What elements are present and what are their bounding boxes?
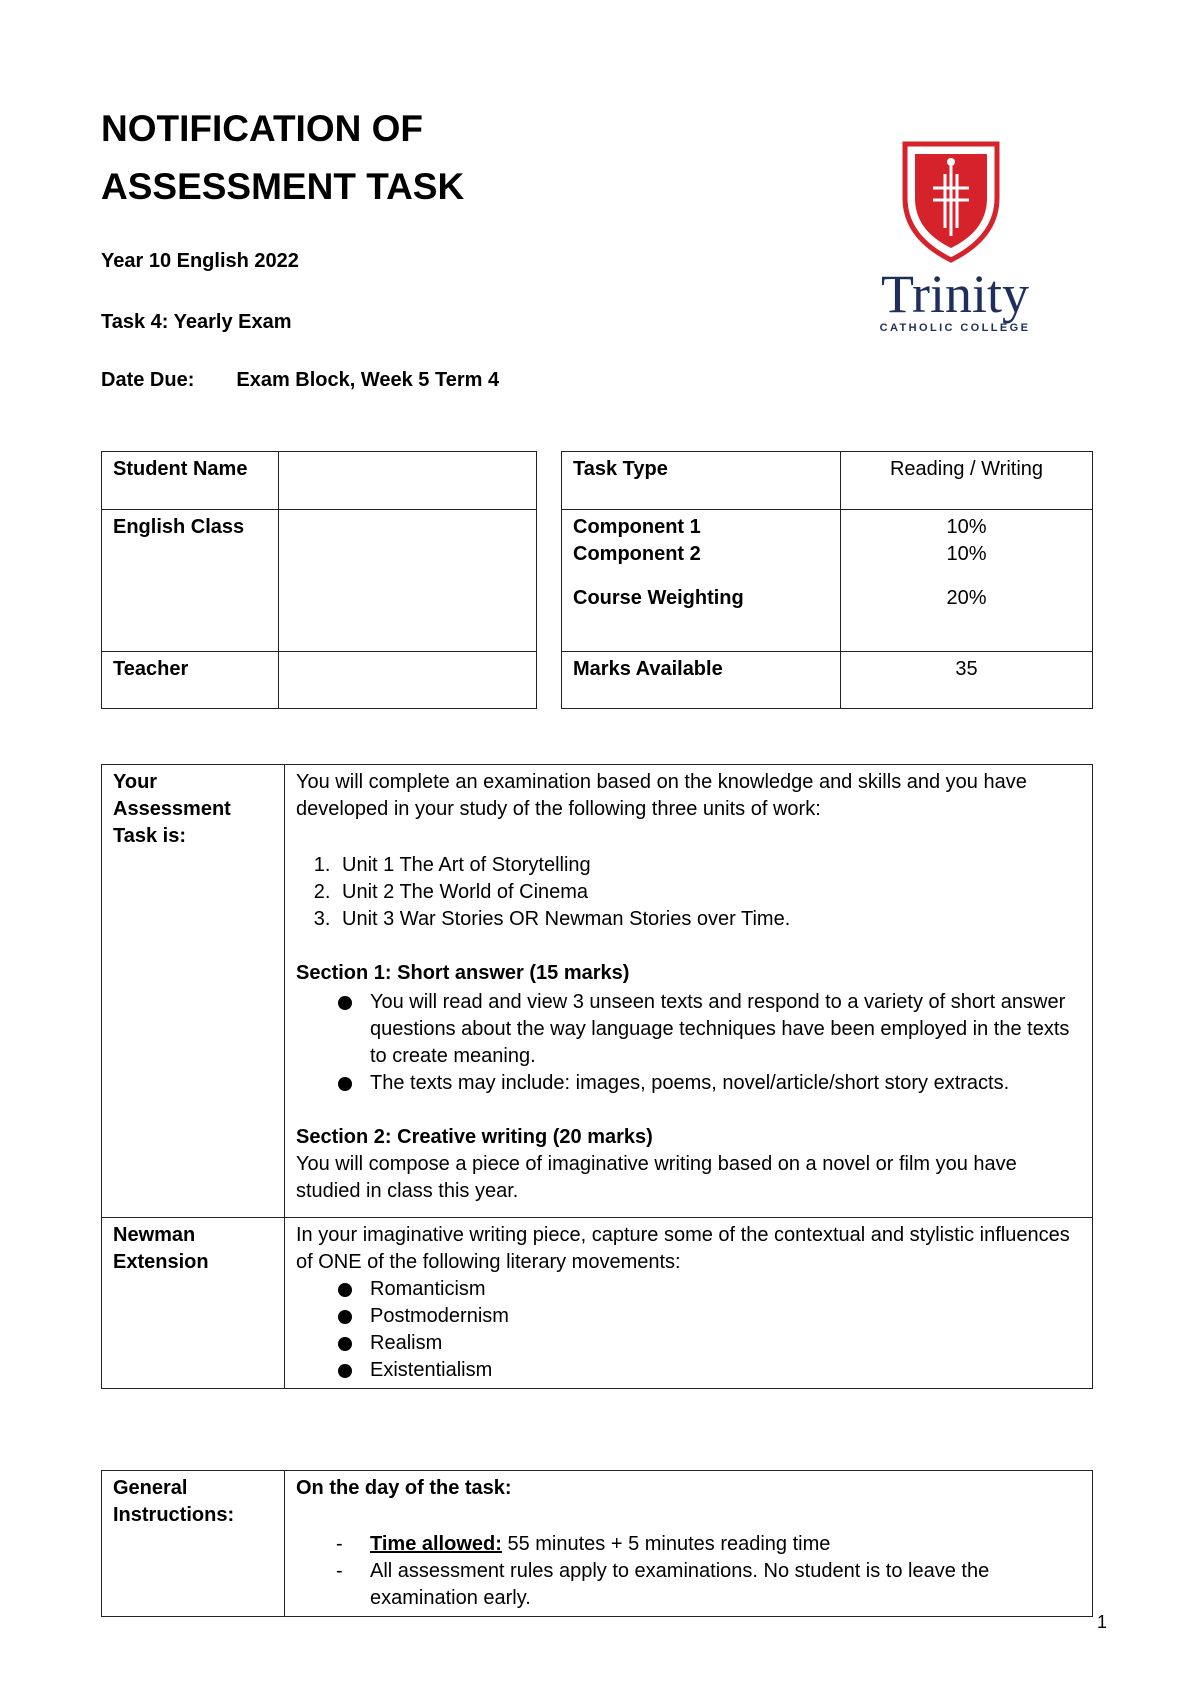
table-row xyxy=(102,1218,1093,1389)
date-due-label: Date Due: xyxy=(101,369,195,391)
table-row xyxy=(102,452,537,510)
section-1-heading: Section 1: Short answer (15 marks) xyxy=(296,962,630,984)
student-name-label: Student Name xyxy=(102,452,279,510)
assessment-description xyxy=(285,765,1093,1218)
teacher-label: Teacher xyxy=(102,652,279,709)
table-row xyxy=(562,452,1093,510)
list-item: Romanticism xyxy=(296,1276,1081,1303)
marks-available-value: 35 xyxy=(841,652,1093,709)
extension-description xyxy=(285,1218,1093,1389)
student-name-field[interactable] xyxy=(279,452,537,510)
extension-intro: In your imaginative writing piece, capture some of the contextual and stylistic influences of ONE of the following literary movements: xyxy=(296,1224,1070,1273)
general-heading: On the day of the task: xyxy=(296,1477,512,1499)
units-list xyxy=(296,852,1081,933)
list-item: You will read and view 3 unseen texts and respond to a variety of short answer questions about the way language techniques have been employed in the texts to create meaning. xyxy=(296,989,1081,1070)
instructions-list xyxy=(296,1531,1081,1612)
logo-wordmark: Trinity xyxy=(880,264,1030,324)
crest-icon xyxy=(901,140,1001,264)
list-item: Postmodernism xyxy=(296,1303,1081,1330)
task-type-label: Task Type xyxy=(562,452,841,510)
logo-subtitle: CATHOLIC COLLEGE xyxy=(879,322,1031,334)
component-1-value: 10% xyxy=(946,516,987,538)
table-row xyxy=(102,510,537,652)
list-item: Realism xyxy=(296,1330,1081,1357)
course-weighting-value: 20% xyxy=(946,587,987,609)
component-2-label: Component 2 xyxy=(573,543,701,565)
list-item: The texts may include: images, poems, novel/article/short story extracts. xyxy=(296,1070,1081,1097)
components-label-cell xyxy=(562,510,841,652)
general-instructions-table xyxy=(101,1470,1093,1617)
list-item: 3. Unit 3 War Stories OR Newman Stories over Time. xyxy=(336,906,1081,933)
table-row xyxy=(562,510,1093,652)
college-logo xyxy=(855,140,1055,340)
list-item: - All assessment rules apply to examinations. No student is to leave the examination early. xyxy=(296,1558,1081,1612)
page-title xyxy=(101,100,701,216)
english-class-label: English Class xyxy=(102,510,279,652)
table-row xyxy=(102,765,1093,1218)
title-line-1: NOTIFICATION OF xyxy=(101,108,423,149)
date-due xyxy=(101,369,499,392)
page-number: 1 xyxy=(1097,1612,1108,1632)
assessment-label: Your Assessment Task is: xyxy=(102,765,285,1218)
list-item: 1. Unit 1 The Art of Storytelling xyxy=(336,852,1081,879)
section-2-text: You will compose a piece of imaginative writing based on a novel or film you have studied in class this year. xyxy=(296,1153,1017,1202)
extension-label: Newman Extension xyxy=(102,1218,285,1389)
table-row xyxy=(102,1471,1093,1617)
time-allowed-label: Time allowed: xyxy=(370,1533,502,1555)
task-name: Task 4: Yearly Exam xyxy=(101,311,292,333)
general-instructions-content xyxy=(285,1471,1093,1617)
english-class-field[interactable] xyxy=(279,510,537,652)
assessment-task-table xyxy=(101,764,1093,1389)
general-instructions-label: General Instructions: xyxy=(102,1471,285,1617)
assessment-intro: You will complete an examination based on the knowledge and skills and you have developed in your study of the following three units of work: xyxy=(296,771,1027,820)
task-type-value: Reading / Writing xyxy=(841,452,1093,510)
course-name: Year 10 English 2022 xyxy=(101,250,299,272)
list-item: Existentialism xyxy=(296,1357,1081,1384)
marks-available-label: Marks Available xyxy=(562,652,841,709)
component-2-value: 10% xyxy=(946,543,987,565)
time-allowed-value: 55 minutes + 5 minutes reading time xyxy=(501,1533,831,1555)
table-row xyxy=(102,652,537,709)
component-1-label: Component 1 xyxy=(573,516,701,538)
task-details-table xyxy=(561,451,1093,709)
list-item: 2. Unit 2 The World of Cinema xyxy=(336,879,1081,906)
section-1-list xyxy=(296,989,1081,1097)
student-details-table xyxy=(101,451,537,709)
table-row xyxy=(562,652,1093,709)
course-weighting-label: Course Weighting xyxy=(573,587,744,609)
list-item xyxy=(296,1531,1081,1558)
teacher-field[interactable] xyxy=(279,652,537,709)
title-line-2: ASSESSMENT TASK xyxy=(101,166,465,207)
movements-list xyxy=(296,1276,1081,1384)
section-2-heading: Section 2: Creative writing (20 marks) xyxy=(296,1126,653,1148)
components-value-cell xyxy=(841,510,1093,652)
date-due-value: Exam Block, Week 5 Term 4 xyxy=(236,369,500,391)
